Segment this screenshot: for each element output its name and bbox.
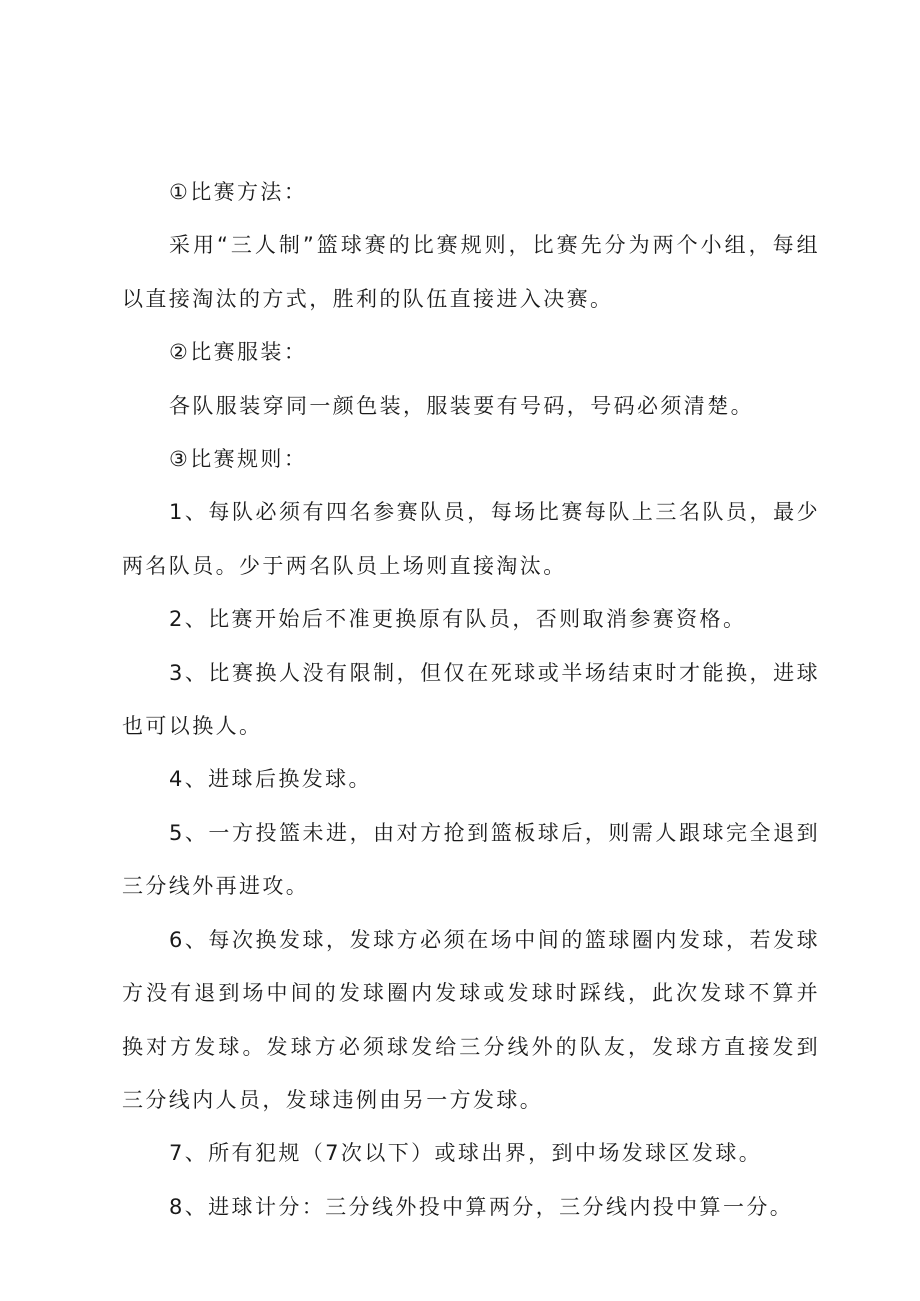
section-heading-match-method: ①比赛方法： bbox=[169, 180, 308, 204]
paragraph-match-method: 采用“三人制”篮球赛的比赛规则，比赛先分为两个小组，每组以直接淘汰的方式，胜利的队伍直接进入决赛。 bbox=[122, 233, 820, 311]
section-heading-uniform: ②比赛服装： bbox=[169, 340, 308, 365]
rule-item-4: 4、进球后换发球。 bbox=[169, 767, 372, 792]
rule-item-1: 1、每队必须有四名参赛队员，每场比赛每队上三名队员，最少两名队员。少于两名队员上场则直接淘汰。 bbox=[122, 500, 820, 578]
rule-item-2: 2、比赛开始后不准更换原有队员，否则取消参赛资格。 bbox=[169, 607, 747, 632]
document-body bbox=[122, 166, 820, 1234]
paragraph-uniform: 各队服装穿同一颜色装，服装要有号码，号码必须清楚。 bbox=[169, 393, 754, 418]
rule-item-8: 8、进球计分：三分线外投中算两分，三分线内投中算一分。 bbox=[169, 1194, 794, 1219]
rule-item-5: 5、一方投篮未进，由对方抢到篮板球后，则需人跟球完全退到三分线外再进攻。 bbox=[122, 820, 820, 899]
rule-item-6: 6、每次换发球，发球方必须在场中间的篮球圈内发球，若发球方没有退到场中间的发球圈内发球或发球时踩线，此次发球不算并换对方发球。发球方必须球发给三分线外的队友，发球方直接发到三分线内人员，发球违例由另一方发球。 bbox=[122, 927, 820, 1112]
section-heading-rules: ③比赛规则： bbox=[169, 447, 308, 472]
rule-item-3: 3、比赛换人没有限制，但仅在死球或半场结束时才能换，进球也可以换人。 bbox=[122, 660, 820, 739]
rule-item-7: 7、所有犯规（7次以下）或球出界，到中场发球区发球。 bbox=[169, 1141, 763, 1166]
